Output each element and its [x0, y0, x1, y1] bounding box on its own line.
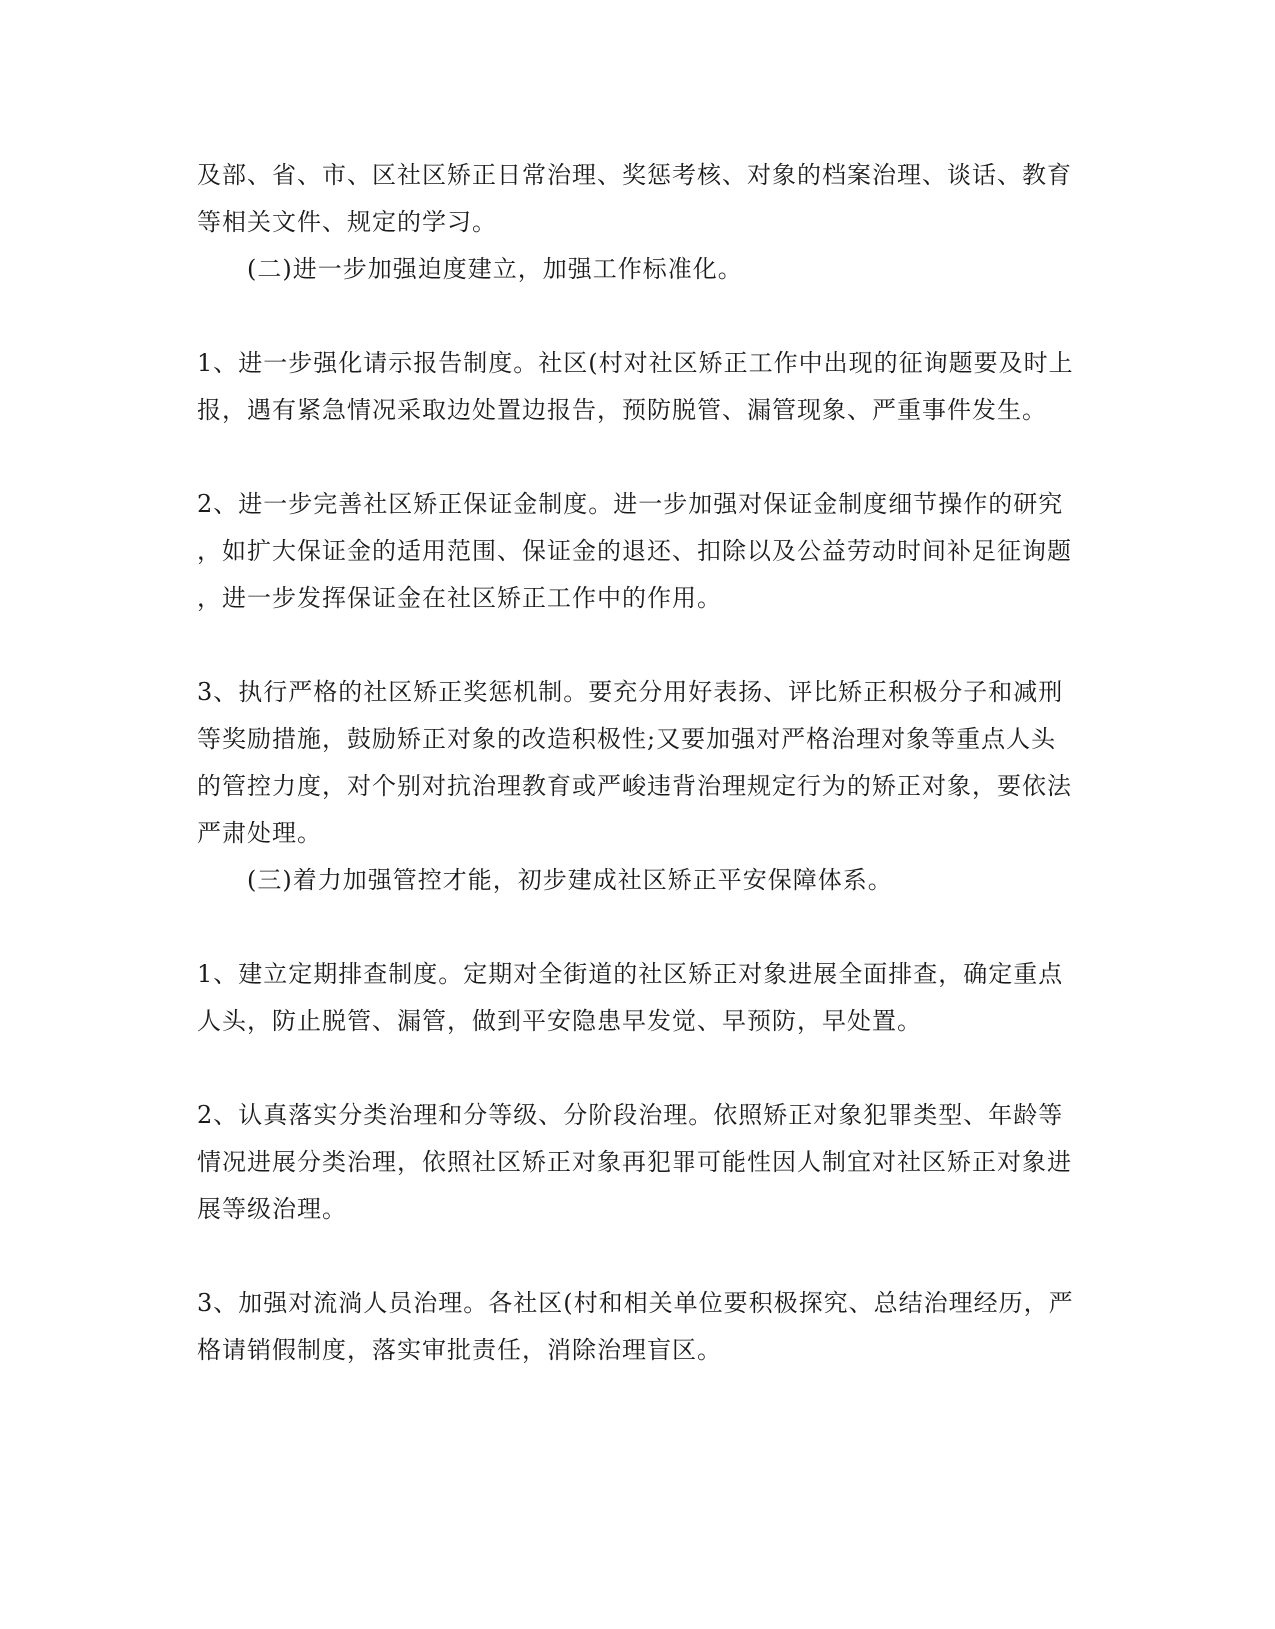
text-line: 1、建立定期排查制度。定期对全街道的社区矫正对象进展全面排查，确定重点 — [197, 960, 1064, 988]
text-line: 等奖励措施，鼓励矫正对象的改造积极性;又要加强对严格治理对象等重点人头 — [197, 725, 1057, 753]
text-line: 报，遇有紧急情况采取边处置边报告，预防脱管、漏管现象、严重事件发生。 — [197, 396, 1047, 424]
text-line: 情况进展分类治理，依照社区矫正对象再犯罪可能性因人制宜对社区矫正对象进 — [197, 1148, 1072, 1176]
text-line: 2、认真落实分类治理和分等级、分阶段治理。依照矫正对象犯罪类型、年龄等 — [197, 1101, 1064, 1129]
text-line: 展等级治理。 — [197, 1195, 347, 1223]
section-heading: (二)进一步加强迫度建立，加强工作标准化。 — [247, 255, 743, 283]
text-line: 等相关文件、规定的学习。 — [197, 208, 497, 236]
text-line: ，如扩大保证金的适用范围、保证金的退还、扣除以及公益劳动时间补足征询题 — [197, 537, 1072, 565]
text-line: 1、进一步强化请示报告制度。社区(村对社区矫正工作中出现的征询题要及时上 — [197, 349, 1074, 377]
text-line: 3、加强对流淌人员治理。各社区(村和相关单位要积极探究、总结治理经历，严 — [197, 1289, 1074, 1317]
text-line: ，进一步发挥保证金在社区矫正工作中的作用。 — [197, 584, 722, 612]
text-line: 及部、省、市、区社区矫正日常治理、奖惩考核、对象的档案治理、谈话、教育 — [197, 161, 1072, 189]
text-line: 人头，防止脱管、漏管，做到平安隐患早发觉、早预防，早处置。 — [197, 1007, 922, 1035]
text-line: 2、进一步完善社区矫正保证金制度。进一步加强对保证金制度细节操作的研究 — [197, 490, 1064, 518]
text-line: 严肃处理。 — [197, 819, 322, 847]
text-line: 格请销假制度，落实审批责任，消除治理盲区。 — [197, 1336, 722, 1364]
section-heading: (三)着力加强管控才能，初步建成社区矫正平安保障体系。 — [247, 866, 893, 894]
text-line: 3、执行严格的社区矫正奖惩机制。要充分用好表扬、评比矫正积极分子和减刑 — [197, 678, 1064, 706]
text-line: 的管控力度，对个别对抗治理教育或严峻违背治理规定行为的矫正对象，要依法 — [197, 772, 1072, 800]
